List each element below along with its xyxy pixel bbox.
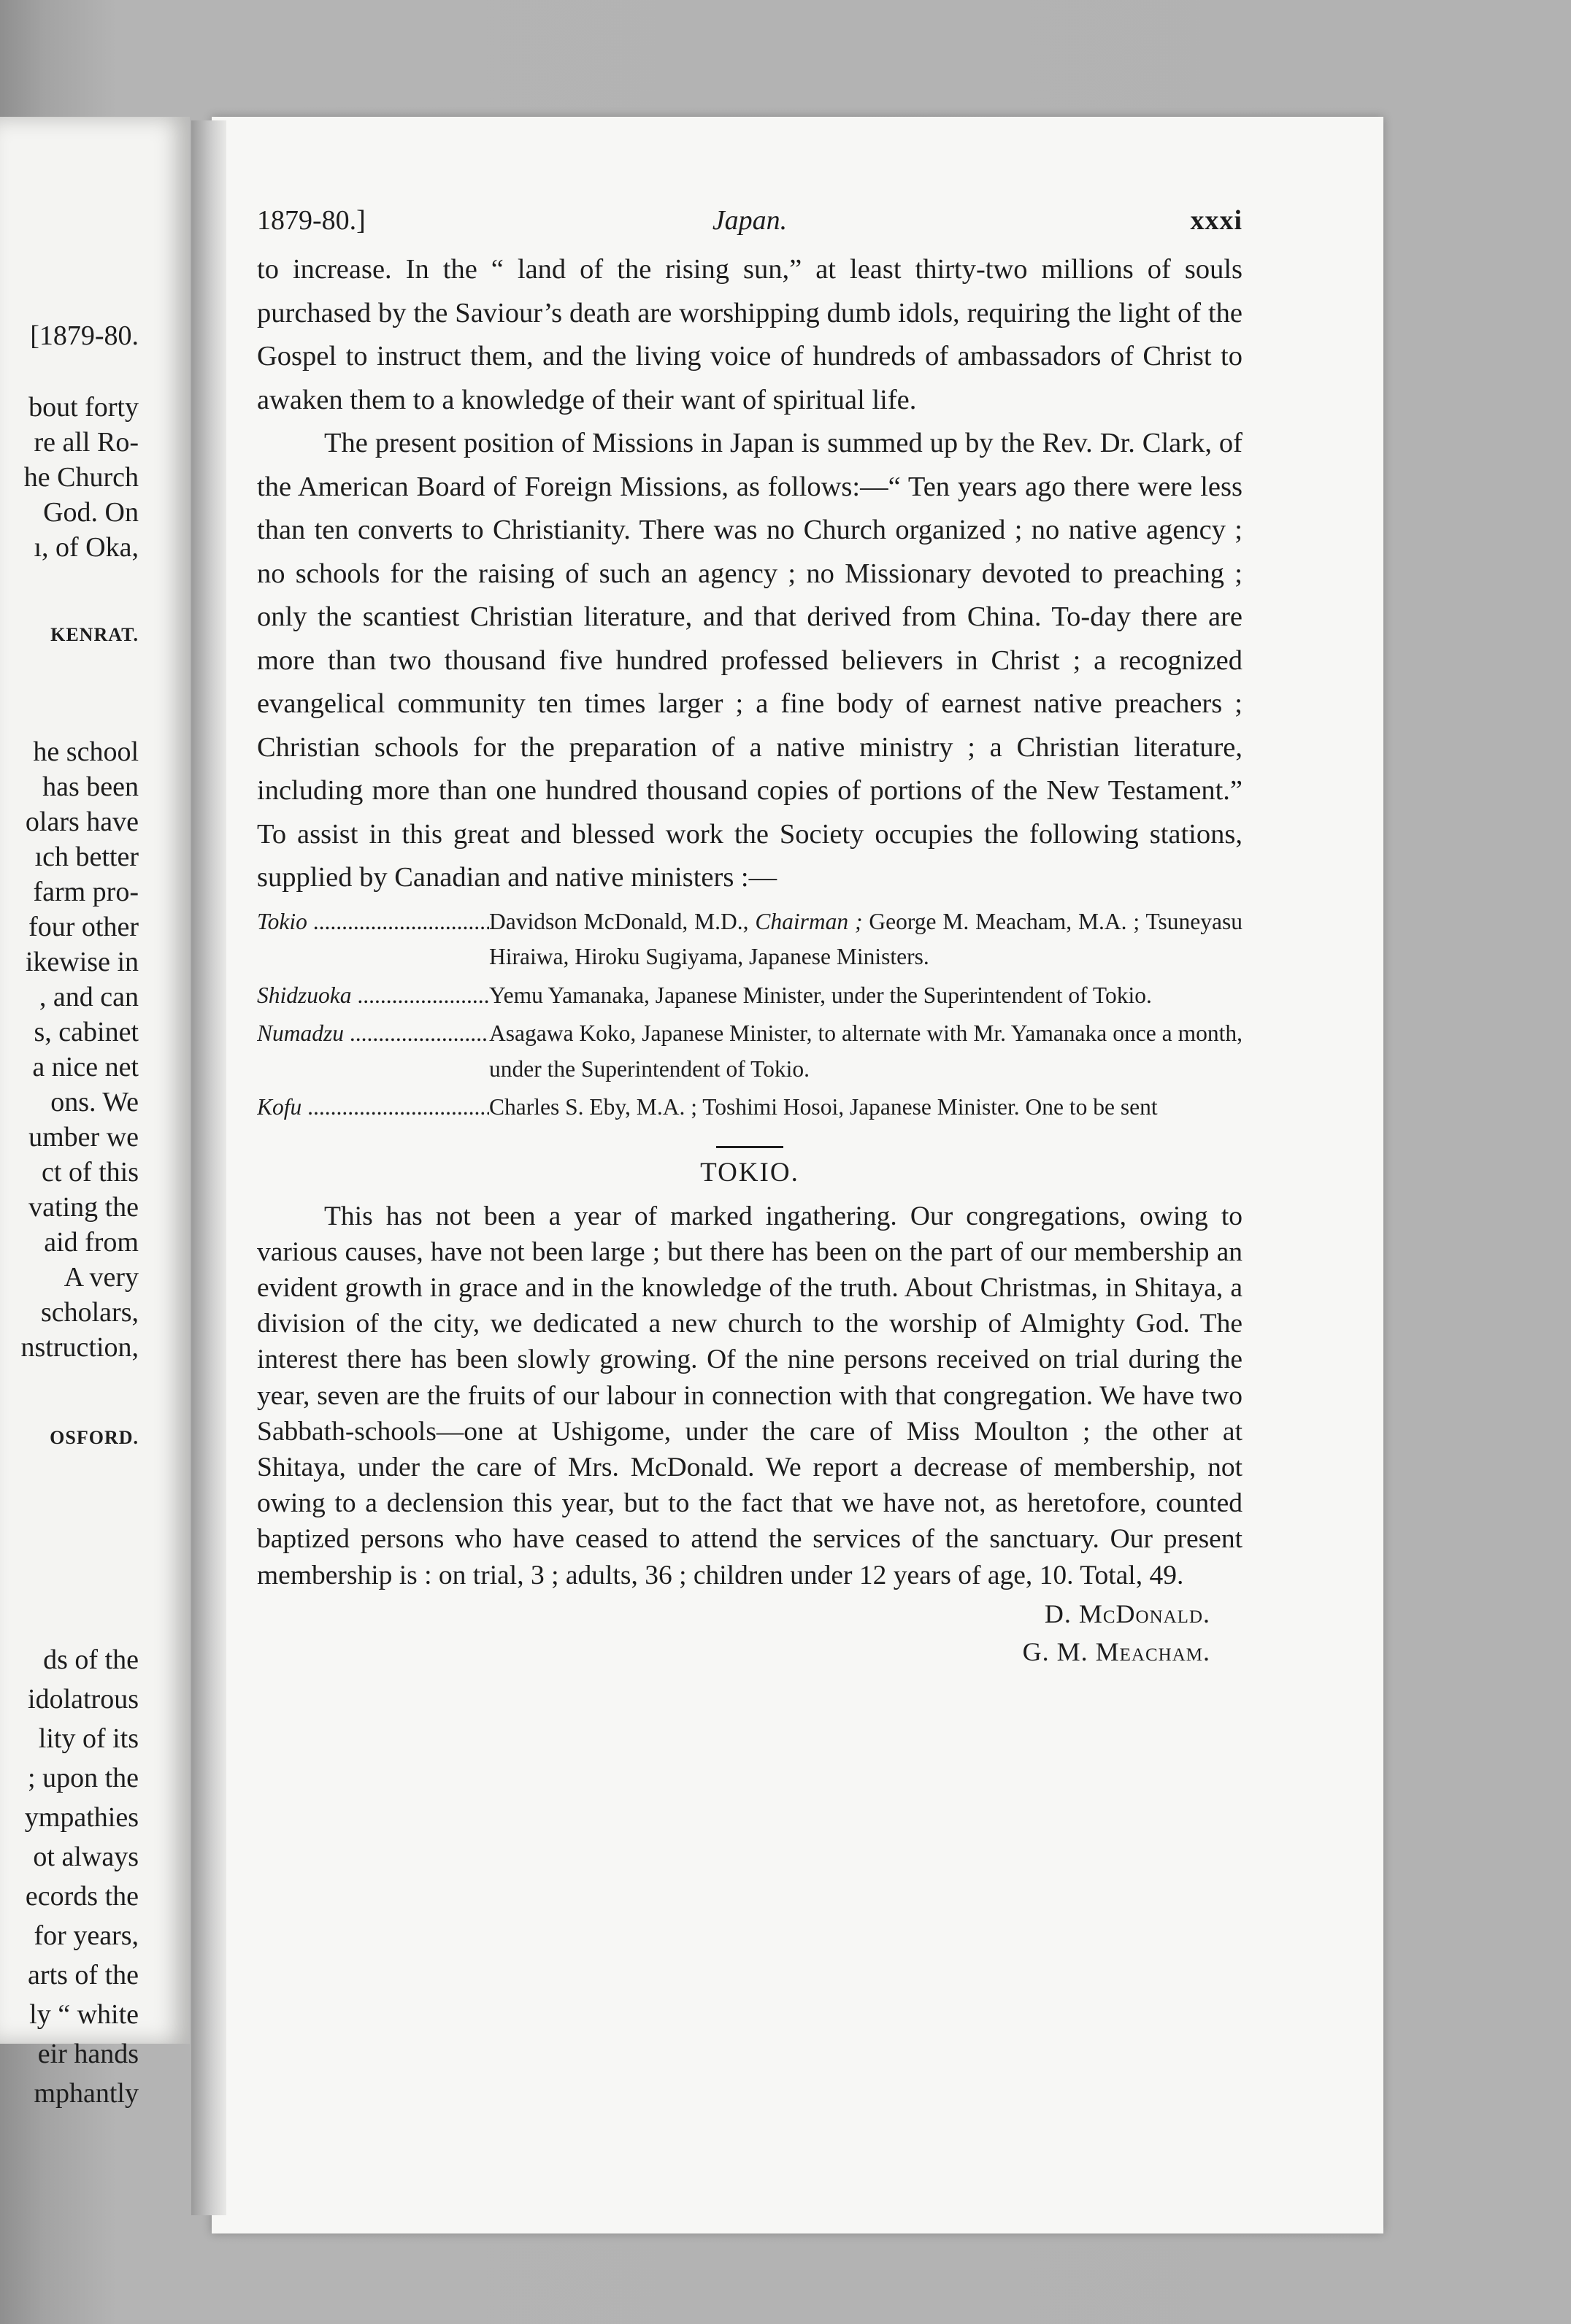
left-page-line: he school <box>33 736 139 767</box>
left-page-line: OSFORD. <box>50 1427 139 1448</box>
left-page-line: ı, of Oka, <box>34 532 139 563</box>
left-page-line: umber we <box>28 1122 139 1153</box>
left-page-line: bout forty <box>28 392 139 423</box>
station-name: Kofu ..... <box>257 1090 489 1126</box>
left-page-line: olars have <box>25 807 139 837</box>
station-ministers <box>489 904 1242 975</box>
left-page-line: idolatrous <box>28 1684 139 1715</box>
station-entry <box>257 1016 1242 1087</box>
left-page-line: farm pro- <box>33 877 139 907</box>
left-page-line: scholars, <box>40 1297 139 1328</box>
left-page-fragment <box>0 117 190 2109</box>
left-page-line: mphantly <box>34 2078 139 2109</box>
section-heading-tokio: TOKIO. <box>700 1157 799 1188</box>
left-page-line: arts of the <box>28 1960 139 1990</box>
left-page-line: ons. We <box>50 1087 139 1117</box>
left-page-line: ; upon the <box>28 1763 139 1793</box>
left-page-line: aid from <box>44 1227 139 1258</box>
signatures <box>257 1595 1242 1671</box>
station-name: Shidzuoka ..... <box>257 978 489 1014</box>
left-page-line: ikewise in <box>25 947 139 977</box>
left-page-line: God. On <box>43 497 139 528</box>
left-page-line: re all Ro- <box>34 427 139 458</box>
left-page-line: KENRAT. <box>50 624 139 645</box>
station-role: Chairman ; <box>755 908 863 934</box>
signature-mcdonald: D. McDonald. <box>1044 1598 1210 1628</box>
page-content <box>257 204 1242 1671</box>
station-entry <box>257 1090 1242 1126</box>
left-page-line: ecords the <box>25 1881 139 1912</box>
left-page-line: four other <box>28 912 139 942</box>
left-page-line: ıch better <box>34 842 139 872</box>
left-page-line: , and can <box>39 982 139 1012</box>
left-page-line: for years, <box>34 1920 139 1951</box>
station-entry <box>257 904 1242 975</box>
left-page-line: vating the <box>28 1192 139 1223</box>
header-year-range: 1879-80.] <box>257 205 366 236</box>
paragraph-missions-position: The present position of Missions in Japan is summed up by the Rev. Dr. Clark, of the American Board of Foreign Missions, as follows:—“ Ten years ago there were less than ten converts to Christianity. There was no Church organized ; no native agency ; no schools for the raising of such an agency ; no Missionary devoted to preaching ; only the scantiest Christian literature, and that derived from China. To-day there are more than two thousand five hundred professed believers in Christ ; a recognized evangelical community ten times larger ; a fine body of earnest native preachers ; Christian schools for the preparation of a native ministry ; a Christian literature, including more than one hundred thousand copies of portions of the New Testament.” To assist in this great and blessed work the Society occupies the following stations, supplied by Canadian and native ministers :— <box>257 428 1242 893</box>
left-page-line: eir hands <box>37 2039 139 2069</box>
left-page-line: a nice net <box>32 1052 139 1082</box>
station-ministers-rest: George M. Meacham, M.A. ; Tsuneyasu Hiraiwa, Hiroku Sugiyama, Japanese Ministers. <box>489 908 1243 969</box>
section-divider <box>716 1146 783 1148</box>
paragraph-continuation: to increase. In the “ land of the rising sun,” at least thirty-two millions of souls purchased by the Saviour’s death are worshipping dumb idols, requiring the light of the Gospel to instruct them, and the living voice of hundreds of ambassadors of Christ to awaken them to a knowledge of their want of spiritual life. <box>257 254 1242 415</box>
left-page-line: ly “ white <box>29 1999 139 2030</box>
station-ministers: Yemu Yamanaka, Japanese Minister, under the Superintendent of Tokio. <box>489 982 1152 1008</box>
left-page-line: ct of this <box>42 1157 139 1188</box>
left-page-line: ympathies <box>24 1802 139 1833</box>
stations-list <box>257 904 1242 1126</box>
tokio-report-body: This has not been a year of marked ingathering. Our congregations, owing to various causes, have not been large ; but there has been on the part of our membership an evident growth in grace and in the knowledge of the truth. About Christmas, in Shitaya, a division of the city, we dedicated a new church to the worship of Almighty God. The interest there has been slowly growing. Of the nine persons received on trial during the year, seven are the fruits of our labour in connection with that congregation. We have two Sabbath-schools—one at Ushigome, under the care of Miss Moulton ; the other at Shitaya, under the care of Mrs. McDonald. We report a decrease of membership, not owing to a declension this year, but to the fact that we have not, as heretofore, counted baptized persons who have ceased to attend the services of the sanctuary. Our present membership is : on trial, 3 ; adults, 36 ; children under 12 years of age, 10. Total, 49. <box>257 1201 1242 1590</box>
station-entry <box>257 978 1242 1014</box>
station-name: Numadzu ..... <box>257 1016 489 1087</box>
left-page-line: s, cabinet <box>34 1017 139 1047</box>
signature-meacham: G. M. Meacham. <box>1022 1636 1210 1666</box>
left-page-line: he Church <box>23 462 139 493</box>
running-header <box>257 204 1242 248</box>
station-name: Tokio ..... <box>257 904 489 975</box>
station-ministers: Charles S. Eby, M.A. ; Toshimi Hosoi, Japanese Minister. One to be sent <box>489 1094 1158 1120</box>
station-ministers-text: Davidson McDonald, M.D., <box>489 908 756 934</box>
left-page-line: [1879-80. <box>30 320 139 351</box>
page-number: xxxi <box>1190 205 1242 236</box>
station-ministers: Asagawa Koko, Japanese Minister, to alternate with Mr. Yamanaka once a month, under the Superintendent of Tokio. <box>489 1020 1242 1082</box>
left-page-line: A very <box>64 1262 139 1293</box>
left-page-line: ot always <box>33 1842 139 1872</box>
left-page-line: lity of its <box>38 1723 139 1754</box>
left-page-line: ds of the <box>43 1644 139 1675</box>
header-title: Japan. <box>712 205 788 236</box>
left-page-line: nstruction, <box>20 1332 139 1363</box>
page-gutter <box>191 120 226 2215</box>
left-page-line: has been <box>42 772 139 802</box>
